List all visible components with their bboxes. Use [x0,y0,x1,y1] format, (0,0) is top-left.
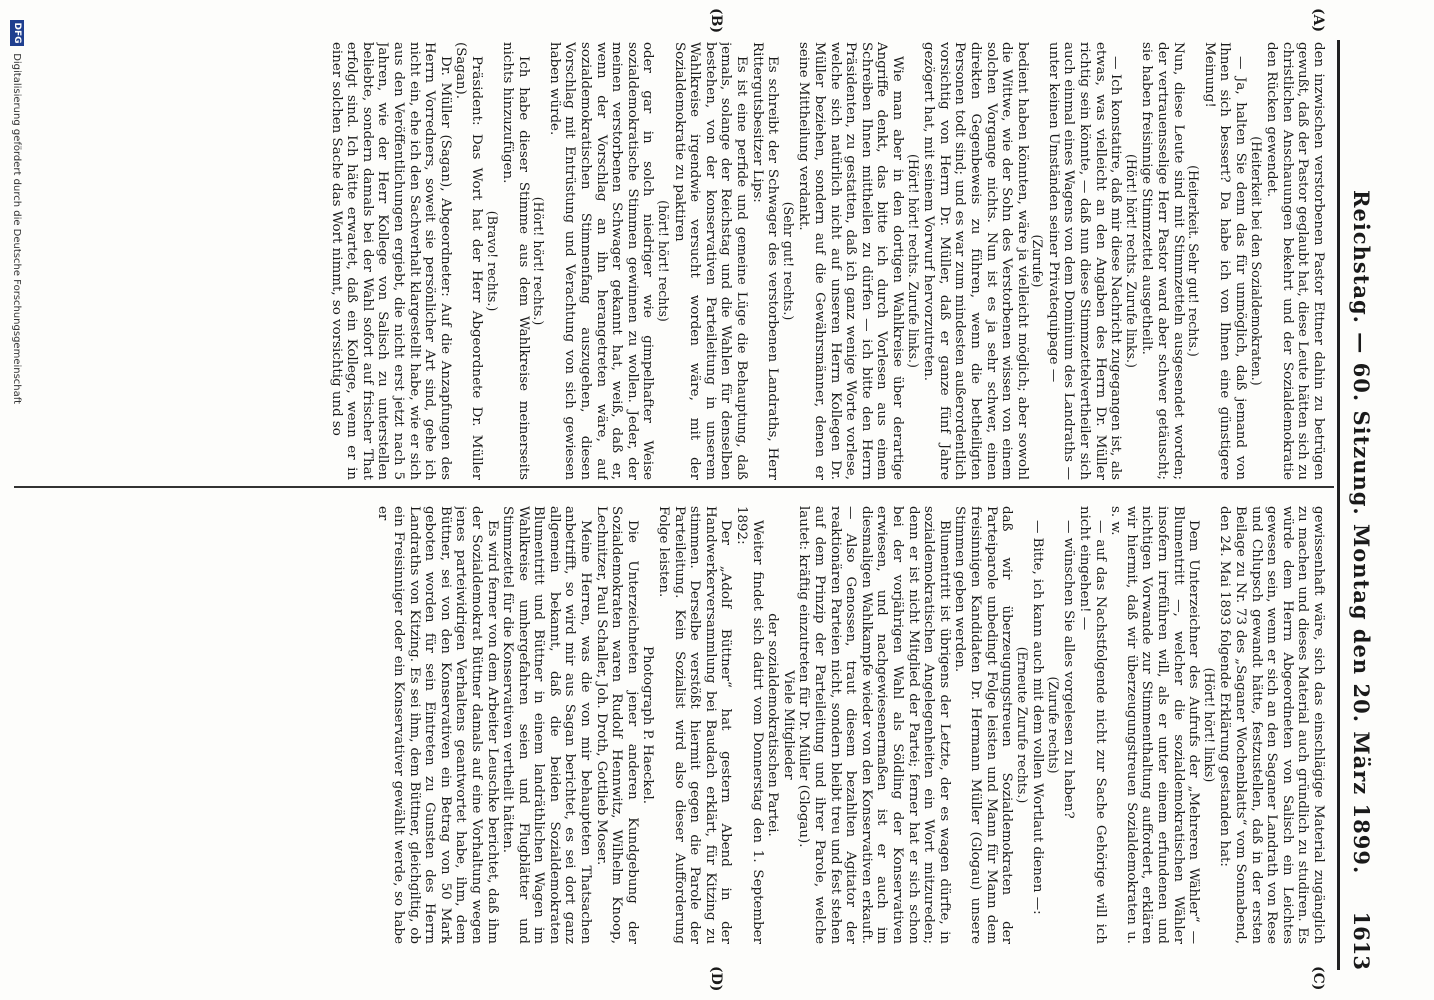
paragraph: Wie man aber in den dortigen Wahlkreise über derartige Angriffe denkt, das bitte ich durch Vorlesen aus einem Schreiben Ihnen mittheilen zu dürfen — ich bitte den Herrn Präsidenten, zu gestatten, daß ich ganz wenige Worte vorlese, welche sich natürlich nicht auf unseren Herrn Kollegen Dr. Müller beziehen, sondern auf die Gewährsmänner, denen er seine Mittheilung verdankt. [796,42,905,480]
paragraph: oder gar in solch niedriger wie gimpelhafter Weise sozialdemokratische Stimmen gewinnen zu wollen. Jeder, der meinen verstorbenen Schwager gekannt hat, weiß, daß er, wenn der Vorschlag an ihn herangetreten wäre, auf sozialdemokratischen Stimmenfang auszugehen, diesen Vorschlag mit Entrüstung und Verachtung von sich gewiesen haben würde. [546,42,656,480]
paragraph: Photograph P. Haeckel. [640,645,656,805]
paragraph: der sozialdemokratischen Partei. [765,613,781,837]
interjection: (Zurufe) [1030,234,1046,288]
paragraph: bedient haben könnten, wäre ja vielleicht möglich; aber sowohl die Wittwe, wie der Sohn des Verstorbenen wissen von einem solchen Vorgange nichts. Nun ist es ja sehr schwer, einen direkten Gegenbeweis zu führen, wenn die betheiligten Personen todt sind; und es war zum mindesten außerordentlich vorsichtig von Herrn Dr. Müller, daß er ganze fünf Jahre gezögert hat, mit seinem Vorwurf hervorzutreten. [921,42,1030,480]
paragraph: Es schreibt der Schwager des verstorbenen Landraths, Herr Rittergutsbesitzer Lips: [749,42,781,480]
margin-mark-c: (C) [1310,966,1326,991]
paragraph: daß wir überzeugungstreuen Sozialdemokraten der Parteiparole unbedingt Folge leisten und Mann für Mann dem freisinnigen Kandidaten Dr. Hermann Müller (Glogau) unsere Stimmen geben werden. [952,506,1015,944]
paragraph: Dem Unterzeichner des Aufrufs der „Mehreren Wähler“ — Blumentritt —, welcher die sozialdemokratischen Wähler insofern irreführen will, als er unter einem erfundenen und nichtigen Vorwande zur Stimmenthaltung auffordert, erklären wir hiermit, daß wir überzeugungstreuen Sozialdemokraten u. s. w. [1108,506,1202,944]
paragraph: Viele Mitglieder [780,670,796,780]
column-divider [14,486,1334,488]
interjection: (Hört! hört! rechts. Zurufe links.) [905,154,921,368]
paragraph: Ich habe dieser Stimme aus dem Wahlkreise meinerseits nichts hinzuzufügen. [500,42,531,480]
footer [4,20,24,980]
interjection: (Sehr gut! rechts.) [780,201,796,321]
paragraph: — Bitte, ich kann auch mit dem vollen Wortlaut dienen —: [1030,520,1046,915]
paragraph: gewissenhaft wäre, sich das einschlägige Material zugänglich zu machen und dieses Material auch gründlich zu studiren. Es würde dem Herrn Abgeordneten von Salisch ein Leichtes gewesen sein, wenn er sich an den Saganer Landrath von Rese und Chlupsch gewandt hätte, festzustellen, daß in der ersten Beilage zu Nr. 73 des „Saganer Wochenblatts“ vom Sonnabend, den 24. Mai 1893 folgende Erklärung gestanden hat: [1217,506,1326,944]
header-rule [1337,40,1340,970]
paragraph: Meine Herren, was die von mir behaupteten Thatsachen anbetrifft, so wird mir aus Sagan berichtet, es sei dort ganz allgemein bekannt, daß die beiden Sozialdemokraten Blumentritt und Büttner in einem landräthlichen Wagen im Wahlkreise umhergefahren seien und Flugblätter und Stimmzettel für die Konservativen vertheilt hätten. [500,506,594,944]
paragraph: Nun, diese Leute sind mit Stimmzetteln ausgesendet worden; der vertrauensselige Herr Pastor ward aber schwer getäuscht; sie haben freisinnige Stimmzettel ausgetheilt. [1139,42,1186,480]
paragraph: den inzwischen verstorbenen Pastor Ettner dahin zu betrügen gewußt, daß der Pastor geglaubt hat, diese Leute hätten sich zu christlichen Anschauungen bekehrt und der Sozialdemokratie den Rücken gewendet. [1264,42,1326,480]
interjection: (hört! hört! rechts) [656,200,672,322]
interjection: (Zurufe rechts) [1045,676,1061,774]
interjection: (Bravo! rechts.) [484,210,500,312]
interjection: (Hört! hört! rechts.) [531,196,547,326]
paragraph: — wünschen Sie alles vorgelesen zu haben? [1061,520,1077,819]
interjection: (Hört! hört! links) [1201,667,1217,783]
paragraph: Es ist eine perfide und gemeine Lüge die Behauptung, daß jemals, solange der Reichstag und die Wahlen für denselben bestehen, von der konservativen Parteileitung in unserem Wahlkreise irgendwie versucht worden wäre, mit der Sozialdemokratie zu paktiren [671,42,750,480]
interjection: (Erneute Zurufe rechts.) [1014,646,1030,804]
margin-mark-d: (D) [708,966,724,992]
paragraph: Es wird ferner von dem Arbeiter Leuschke berichtet, daß ihm der Sozialdemokrat Büttner damals auf eine Vorhaltung wegen jenes parteiwidrigen Verhaltens geantwortet habe, ihm, dem Büttner, sei von den Konservativen ein Betrag von 50 Mark geboten worden für sein Eintreten zu Gunsten des Herrn Landraths von Kitzing. Es sei ihm, dem Büttner, gleichgiltig, ob ein Freisinniger oder ein Konservativer gewählt werde, so habe er [375,506,500,944]
dfg-logo: DFG [10,20,24,46]
paragraph: Der „Adolf Büttner“ hat gestern Abend in der Handwerkerversammlung bei Baudach erklärt, für Kitzing zu stimmen. Derselbe verstößt hiermit gegen die Parole der Parteileitung. Kein Sozialist wird also dieser Aufforderung Folge leisten. [656,506,734,944]
interjection: (Heiterkeit. Sehr gut! rechts.) [1186,165,1202,357]
paragraph: Blumentritt ist übrigens der Letzte, der es wagen dürfte, in sozialdemokratischen Angelegenheiten ein Wort mitzureden; denn er ist nicht Mitglied der Partei; ferner hat er sich schon bei der vorjährigen Wahl als Söldling der Konservativen erwiesen, und nachgewiesenermaßen ist er auch im diesmaligen Wahlkampfe wieder von den Konservativen erkauft. — Also Genossen, traut diesem bezahlten Agitator der reaktionären Parteien nicht, sondern bleibt treu und fest stehen auf dem Prinzip der Parteileitung und ihrer Parole, welche lautet: kräftig einzutreten für Dr. Müller (Glogau). [796,506,952,944]
interjection: (Heiterkeit bei den Sozialdemokraten.) [1248,136,1264,386]
running-title: Reichstag. — 60. Sitzung. Montag den 20. März 1899. [1349,190,1374,875]
right-text-column [16,506,1326,944]
margin-mark-a: (A) [1310,8,1326,33]
page-number: 1613 [1349,911,1374,970]
margin-mark-b: (B) [708,8,724,34]
page-header [1342,40,1382,970]
left-text-column [16,42,1326,480]
paragraph: — auf das Nachstfolgende nicht zur Sache Gehörige will ich nicht eingehen! — [1077,506,1108,944]
paragraph: — Ja, halten Sie denn das für unmöglich, daß jemand von Ihnen sich bessert? Da habe ich von Ihnen eine günstigere Meinung! [1201,42,1249,480]
paragraph: Die Unterzeichneten jener anderen Kundgebung der Sozialdemokraten waren Rudolf Hennwitz, Wilhelm Knoop, Lechnitzer, Paul Schaller, Joh. Droth, Gottlieb Moser. [593,506,640,944]
paragraph: Weiter findet sich datirt vom Donnerstag den 1. September 1892: [734,506,765,944]
paragraph: — Ich konstatire, daß mir diese Nachricht zugegangen ist, als etwas, was vielleicht an den Angaben des Herrn Dr. Müller richtig sein könnte, — daß nun diese Stimmzettelvertheiler sich auch einmal eines Wagens von dem Dominium des Landraths — unter keinen Umständen seiner Privatequipage — [1045,42,1124,480]
paragraph: Dr. Müller (Sagan), Abgeordneter: Auf die Anzapfungen des Herrn Vorredners, soweit sie persönlicher Art sind, gehe ich nicht ein, ehe ich den Sachverhalt klargestellt habe, wie er sich aus den Veröffentlichungen ergiebt, die nicht erst jetzt nach 5 Jahren, wie der Herr Kollege von Salisch zu unterstellen beliebte, sondern damals bei der Wahl sofort auf frischer That erfolgt sind. Ich hätte erwartet, daß ein Kollege, wenn er in einer solchen Sache das Wort nimmt, so vorsichtig und so [328,42,453,480]
interjection: (Hört! hört! rechts. Zurufe links.) [1123,154,1139,368]
paragraph: Präsident: Das Wort hat der Herr Abgeordnete Dr. Müller (Sagan). [453,42,484,480]
footer-credit: Digitalisierung gefördert durch die Deutsche Forschungsgemeinschaft [11,53,22,405]
